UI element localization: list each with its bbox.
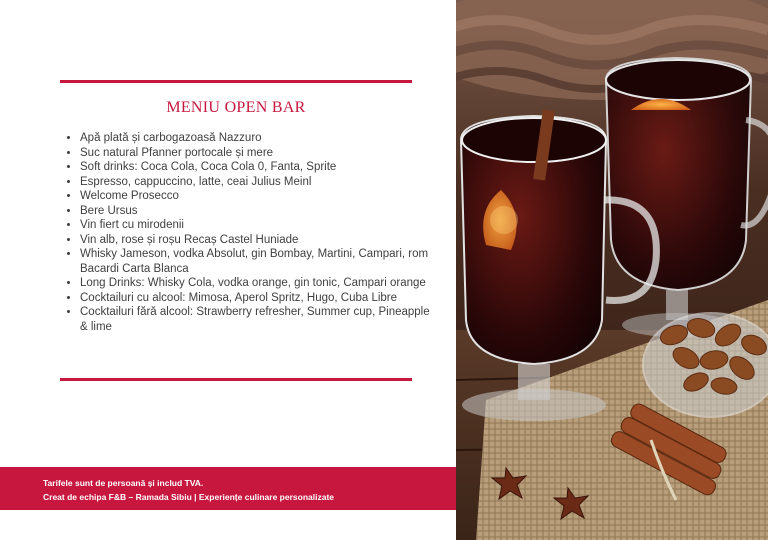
footer-credit: Creat de echipa F&B – Ramada Sibiu | Experiențe culinare personalizate <box>43 492 335 502</box>
menu-item: • Suc natural Pfanner portocale și mere <box>80 146 432 161</box>
footer-band <box>0 467 456 510</box>
menu-item: • Long Drinks: Whisky Cola, vodka orange, gin tonic, Campari orange <box>80 276 432 291</box>
menu-list <box>62 131 432 334</box>
menu-item: • Vin alb, rose și roșu Recaș Castel Huniade <box>80 233 432 248</box>
menu-item: • Apă plată și carbogazoasă Nazzuro <box>80 131 432 146</box>
footer-note: Tarifele sunt de persoană și includ TVA. <box>43 478 204 488</box>
menu-item: • Vin fiert cu mirodenii <box>80 218 432 233</box>
menu-item: • Soft drinks: Coca Cola, Coca Cola 0, Fanta, Sprite <box>80 160 432 175</box>
mulled-wine-photo <box>456 0 768 540</box>
menu-item: • Cocktailuri cu alcool: Mimosa, Aperol Spritz, Hugo, Cuba Libre <box>80 291 432 306</box>
bottom-divider <box>60 378 412 381</box>
menu-item: • Cocktailuri fără alcool: Strawberry refresher, Summer cup, Pineapple & lime <box>80 305 432 334</box>
menu-title: MENIU OPEN BAR <box>166 99 306 116</box>
menu-item: • Welcome Prosecco <box>80 189 432 204</box>
menu-item: • Espresso, cappuccino, latte, ceai Julius Meinl <box>80 175 432 190</box>
top-divider <box>60 80 412 83</box>
menu-item: • Whisky Jameson, vodka Absolut, gin Bombay, Martini, Campari, rom Bacardi Carta Blanca <box>80 247 432 276</box>
menu-item: • Bere Ursus <box>80 204 432 219</box>
almond-bowl <box>643 313 768 417</box>
